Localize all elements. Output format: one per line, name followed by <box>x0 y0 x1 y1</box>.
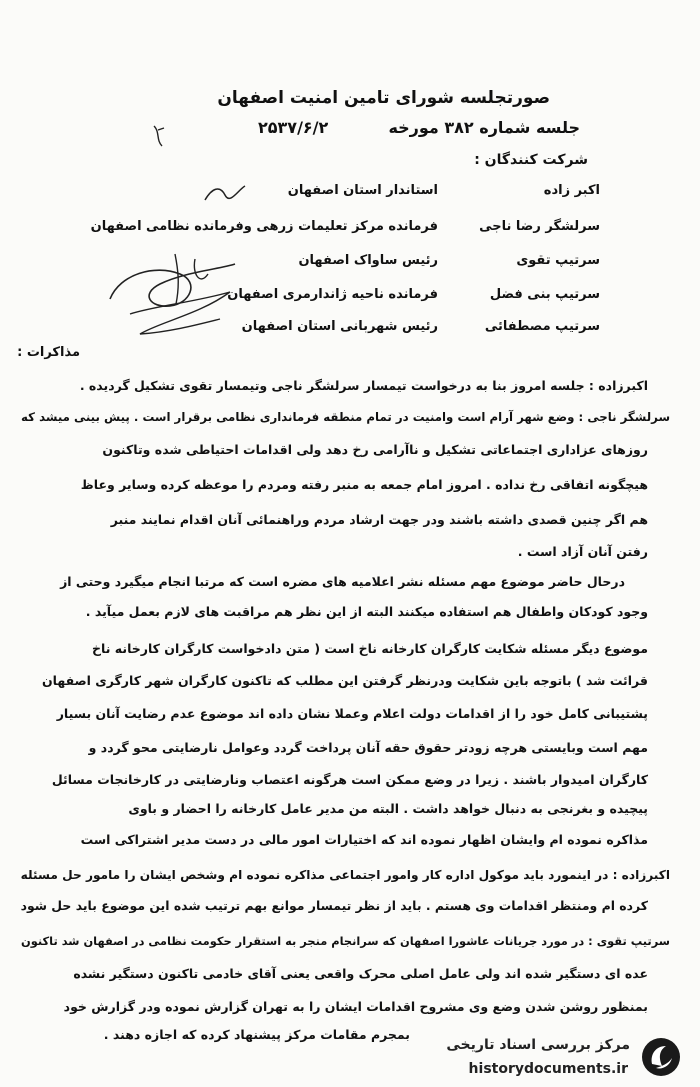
signature-mark <box>200 180 250 210</box>
participant-name: سرلشگر رضا ناجی <box>479 219 600 234</box>
session-number: جلسه شماره ۳۸۲ مورخه <box>388 118 580 137</box>
body-line: موضوع دیگر مسئله شکایت کارگران کارخانه ناخ است ( متن دادخواست کارگران کارخانه ناخ <box>92 641 648 656</box>
body-line: درحال حاضر موضوع مهم مسئله نشر اعلامیه های مضره است که مرتبا انجام میگیرد وحتی از <box>60 574 625 589</box>
signature-scribble <box>100 244 250 354</box>
session-date: ۲۵۳۷/۶/۲ <box>258 118 329 137</box>
participant-name: اکبر زاده <box>543 183 600 198</box>
participant-role: رئیس شهربانی استان اصفهان <box>241 319 438 334</box>
document-title: صورتجلسه شورای تامین امنیت اصفهان <box>217 88 550 108</box>
body-line: هیچگونه اتفاقی رخ نداده . امروز امام جمعه به منبر رفته ومردم را موعظه کرده وسایر وعاظ <box>80 477 648 492</box>
body-line: رفتن آنان آزاد است . <box>517 544 648 559</box>
body-line: قرائت شد ) باتوجه باین شکایت ودرنظر گرفتن این مطلب که تاکنون کارگران شهر کارگری اصفهان <box>41 673 648 688</box>
body-line: مذاکره نموده ام وایشان اظهار نموده اند که اختیارات امور مالی در دست مدیر اشتراکی است <box>80 832 648 847</box>
participant-name: سرتیپ بنی فضل <box>489 287 600 302</box>
body-line: هم اگر چنین قصدی داشته باشند ودر جهت ارشاد مردم وراهنمائی آنان اقدام نمایند منبر <box>110 512 648 527</box>
participant-role: رئیس ساواک اصفهان <box>298 253 438 268</box>
body-line: اکبرزاده : جلسه امروز بنا به درخواست تیمسار سرلشگر ناجی وتیمسار تقوی تشکیل گردیده . <box>79 378 648 393</box>
archive-logo-icon <box>640 1036 682 1078</box>
participant-role: فرمانده ناحیه ژاندارمری اصفهان <box>227 287 438 302</box>
participant-role: فرمانده مرکز تعلیمات زرهی وفرمانده نظامی اصفهان <box>90 219 438 234</box>
body-line: پیچیده و بغرنجی به دنبال خواهد داشت . البته من مدیر عامل کارخانه را احضار و باوی <box>128 801 648 816</box>
body-line: بمجرم مقامات مرکز پیشنهاد کرده که اجازه دهند . <box>103 1027 410 1042</box>
watermark-url: historydocuments.ir <box>468 1061 628 1077</box>
body-line: پشتیبانی کامل خود را از اقدامات دولت اعلام وعملا نشان داده اند موضوع عدم رضایت آنان بسیار <box>56 706 648 721</box>
body-line: کرده ام ومنتظر اقدامات وی هستم . باید از نظر تیمسار موانع بهم ترتیب شده این موضوع باید حل شود <box>20 898 648 913</box>
body-line: روزهای عزاداری اجتماعاتی تشکیل و ناآرامی رخ دهد ولی اقدامات احتیاطی شده وتاکنون <box>102 442 648 457</box>
participant-name: سرتیپ مصطفائی <box>484 319 600 334</box>
discussions-label: مذاکرات : <box>17 345 80 360</box>
participants-label: شرکت کنندگان : <box>474 152 588 168</box>
date-signature-mark <box>150 122 170 150</box>
body-line: بمنظور روشن شدن وضع وی مشروح اقدامات ایشان را به تهران گزارش نموده ودر گزارش خود <box>63 999 648 1014</box>
body-line: سرتیپ تقوی : در مورد جریانات عاشورا اصفهان که سرانجام منجر به استقرار حکومت نظامی در اصفهان شد تاکنون <box>21 934 670 948</box>
body-line: کارگران امیدوار باشند . زیرا در وضع ممکن است هرگونه اعتصاب ونارضایتی در کارخانجات مسائل <box>51 772 648 787</box>
body-line: مهم است وبایستی هرچه زودتر حقوق حقه آنان پرداخت گردد وعوامل نارضایتی محو گردد و <box>88 740 648 755</box>
body-line: اکبرزاده : در اینمورد باید موکول اداره کار وامور اجتماعی مذاکره نموده ام وشخص ایشان را مامور حل مسئله <box>20 868 670 882</box>
participant-name: سرتیپ تقوی <box>516 253 600 268</box>
watermark-text: مرکز بررسی اسناد تاریخی <box>446 1037 630 1053</box>
body-line: وجود کودکان واطفال هم استفاده میکنند البته از این نظر هم مراقبت های لازم بعمل میآید . <box>85 604 648 619</box>
body-line: عده ای دستگیر شده اند ولی عامل اصلی محرک واقعی یعنی آقای خادمی تاکنون دستگیر نشده <box>73 966 648 981</box>
participant-role: استاندار استان اصفهان <box>287 183 438 198</box>
body-line: سرلشگر ناجی : وضع شهر آرام است وامنیت در تمام منطقه فرمانداری نظامی برقرار است . پیش بینی میشد که <box>21 410 670 424</box>
